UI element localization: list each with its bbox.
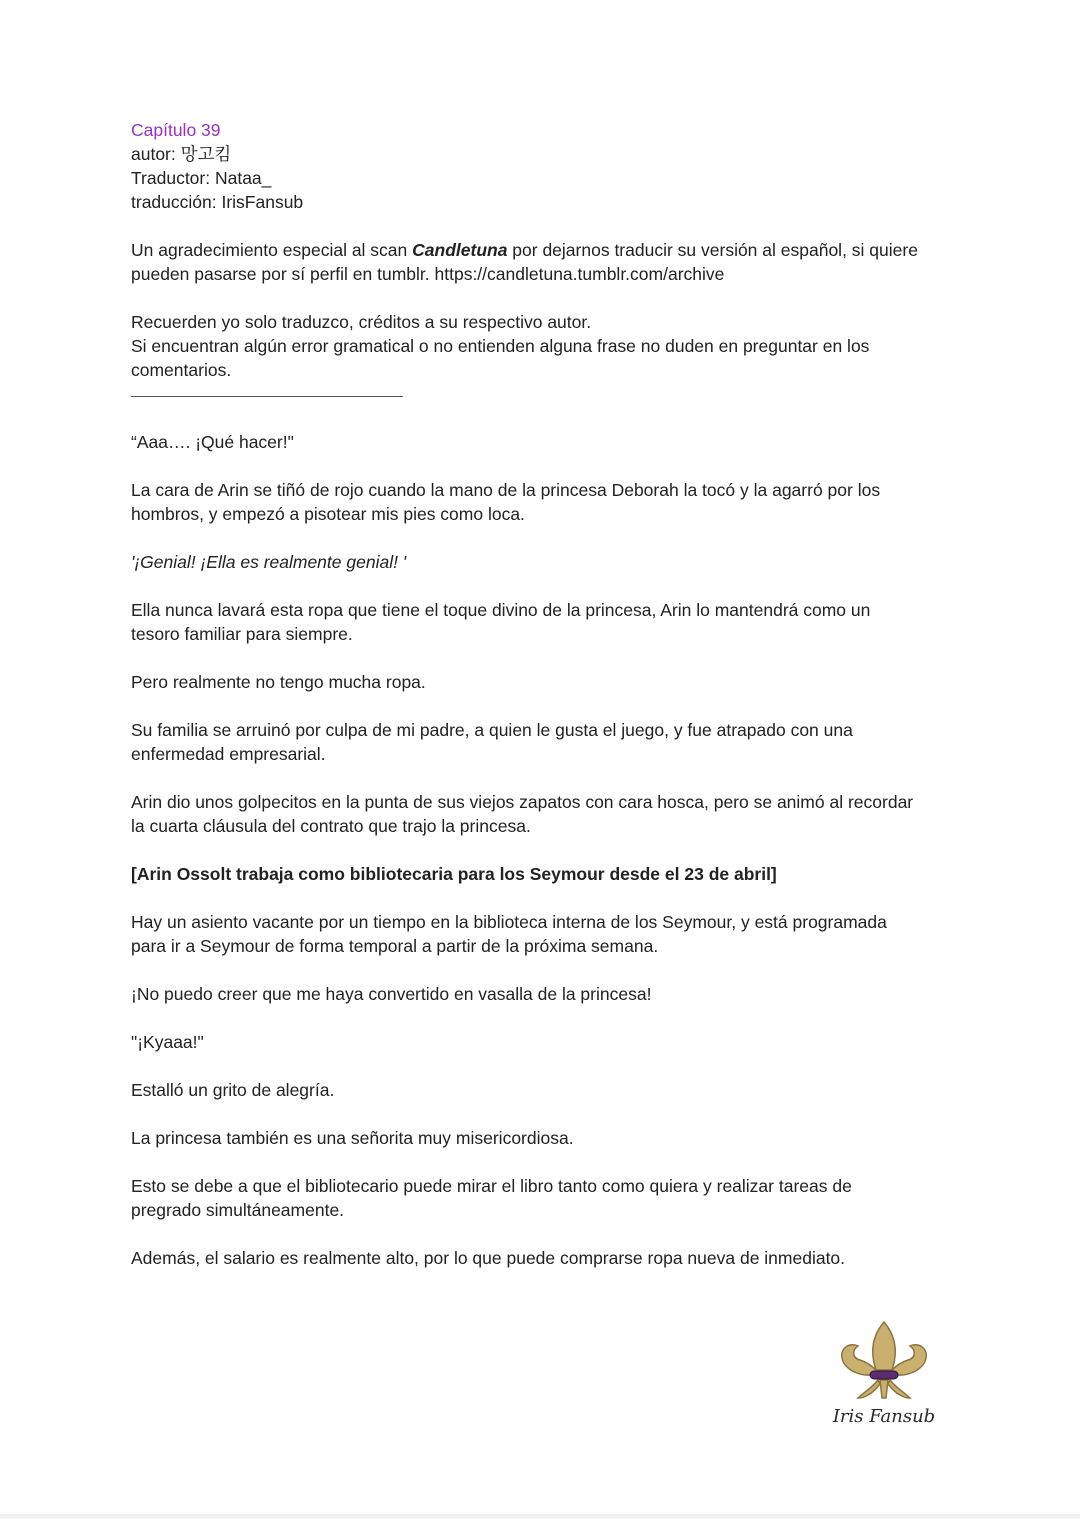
- story-paragraph: la cuarta cláusula del contrato que trajo la princesa.: [131, 816, 531, 836]
- story-paragraph: Hay un asiento vacante por un tiempo en la biblioteca interna de los Seymour, y está programada: [131, 912, 887, 932]
- credits-line-1: [131, 238, 961, 262]
- fleur-de-lis-icon: [832, 1318, 936, 1404]
- document-page: [131, 118, 961, 1270]
- story-paragraph: para ir a Seymour de forma temporal a partir de la próxima semana.: [131, 936, 659, 956]
- translation-line: traducción: IrisFansub: [131, 192, 304, 212]
- story-paragraph: Pero realmente no tengo mucha ropa.: [131, 672, 426, 692]
- story-paragraph: Además, el salario es realmente alto, por lo que puede comprarse ropa nueva de inmediato.: [131, 1248, 846, 1268]
- separator-rule: [131, 396, 403, 397]
- story-paragraph: pregrado simultáneamente.: [131, 1200, 345, 1220]
- contract-clause: [Arin Ossolt trabaja como bibliotecaria para los Seymour desde el 23 de abril]: [131, 864, 777, 884]
- story-paragraph: tesoro familiar para siempre.: [131, 624, 353, 644]
- story-paragraph: Estalló un grito de alegría.: [131, 1080, 335, 1100]
- story-paragraph: Arin dio unos golpecitos en la punta de sus viejos zapatos con cara hosca, pero se animó al recordar: [131, 792, 914, 812]
- story-paragraph: Ella nunca lavará esta ropa que tiene el toque divino de la princesa, Arin lo mantendrá como un: [131, 600, 871, 620]
- chapter-title: Capítulo 39: [131, 120, 221, 140]
- story-thought: '¡Genial! ¡Ella es realmente genial! ': [131, 552, 407, 572]
- story-paragraph: hombros, y empezó a pisotear mis pies como loca.: [131, 504, 525, 524]
- credits-line-2: pueden pasarse por sí perfil en tumblr. https://candletuna.tumblr.com/archive: [131, 264, 725, 284]
- page-bottom-edge: [0, 1514, 1080, 1519]
- story-paragraph: enfermedad empresarial.: [131, 744, 326, 764]
- story-paragraph: Esto se debe a que el bibliotecario puede mirar el libro tanto como quiera y realizar tareas de: [131, 1176, 852, 1196]
- scan-name: Candletuna: [412, 240, 508, 260]
- story-paragraph: La princesa también es una señorita muy misericordiosa.: [131, 1128, 574, 1148]
- story-paragraph: Su familia se arruinó por culpa de mi padre, a quien le gusta el juego, y fue atrapado con una: [131, 720, 853, 740]
- story-paragraph: La cara de Arin se tiñó de rojo cuando la mano de la princesa Deborah la tocó y la agarró por los: [131, 480, 881, 500]
- author-line: autor: 망고킴: [131, 144, 232, 164]
- story-paragraph: "¡Kyaaa!": [131, 1032, 204, 1052]
- story-paragraph: “Aaa…. ¡Qué hacer!": [131, 432, 294, 452]
- notice-line-3: comentarios.: [131, 360, 232, 380]
- credits-lead: Un agradecimiento especial al scan: [131, 240, 413, 260]
- iris-fansub-logo: [832, 1318, 936, 1434]
- story-paragraph: ¡No puedo creer que me haya convertido en vasalla de la princesa!: [131, 984, 652, 1004]
- notice-line-1: Recuerden yo solo traduzco, créditos a su respectivo autor.: [131, 312, 592, 332]
- notice-line-2: Si encuentran algún error gramatical o no entienden alguna frase no duden en preguntar en los: [131, 336, 870, 356]
- credits-rest: por dejarnos traducir su versión al español, si quiere: [507, 240, 918, 260]
- logo-text: Iris Fansub: [832, 1406, 936, 1427]
- translator-line: Traductor: Nataa_: [131, 168, 272, 188]
